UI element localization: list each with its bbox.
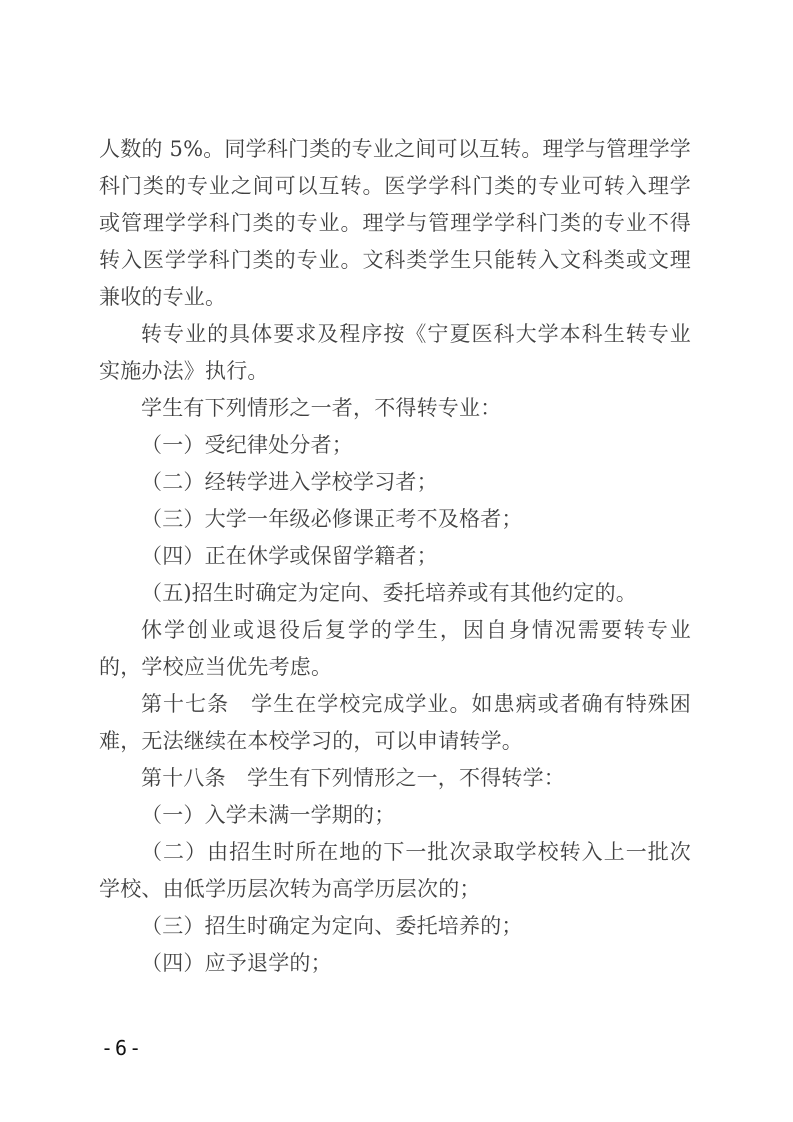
paragraph: 转专业的具体要求及程序按《宁夏医科大学本科生转专业实施办法》执行。 [99,322,691,383]
text-block [99,131,691,982]
paragraph: 学生有下列情形之一者，不得转专业： [141,396,502,420]
list-item: （二）经转学进入学校学习者； [141,470,438,494]
paragraph: 第十八条 学生有下列情形之一，不得转学： [141,766,565,790]
list-item: （四）正在休学或保留学籍者； [141,544,438,568]
list-item: （一）受纪律处分者； [141,433,353,457]
list-item: （五)招生时确定为定向、委托培养或有其他约定的。 [141,581,637,605]
paragraph: 人数的 5%。同学科门类的专业之间可以互转。理学与管理学学科门类的专业之间可以互转。医学学科门类的专业可转入理学或管理学学科门类的专业。理学与管理学学科门类的专业不得转入医学学科门类的专业。文科类学生只能转入文科类或文理兼收的专业。 [99,137,691,309]
page-number: -6- [101,1036,144,1060]
list-item: （三）大学一年级必修课正考不及格者； [141,507,523,531]
paragraph: 第十七条 学生在学校完成学业。如患病或者确有特殊困难，无法继续在本校学习的，可以申请转学。 [99,692,691,753]
paragraph: 休学创业或退役后复学的学生，因自身情况需要转专业的，学校应当优先考虑。 [99,618,691,679]
list-item: （四）应予退学的； [141,951,332,975]
list-item: （一）入学未满一学期的； [141,803,396,827]
list-item: （二）由招生时所在地的下一批次录取学校转入上一批次学校、由低学历层次转为高学历层次的； [99,840,691,901]
list-item: （三）招生时确定为定向、委托培养的； [141,914,523,938]
